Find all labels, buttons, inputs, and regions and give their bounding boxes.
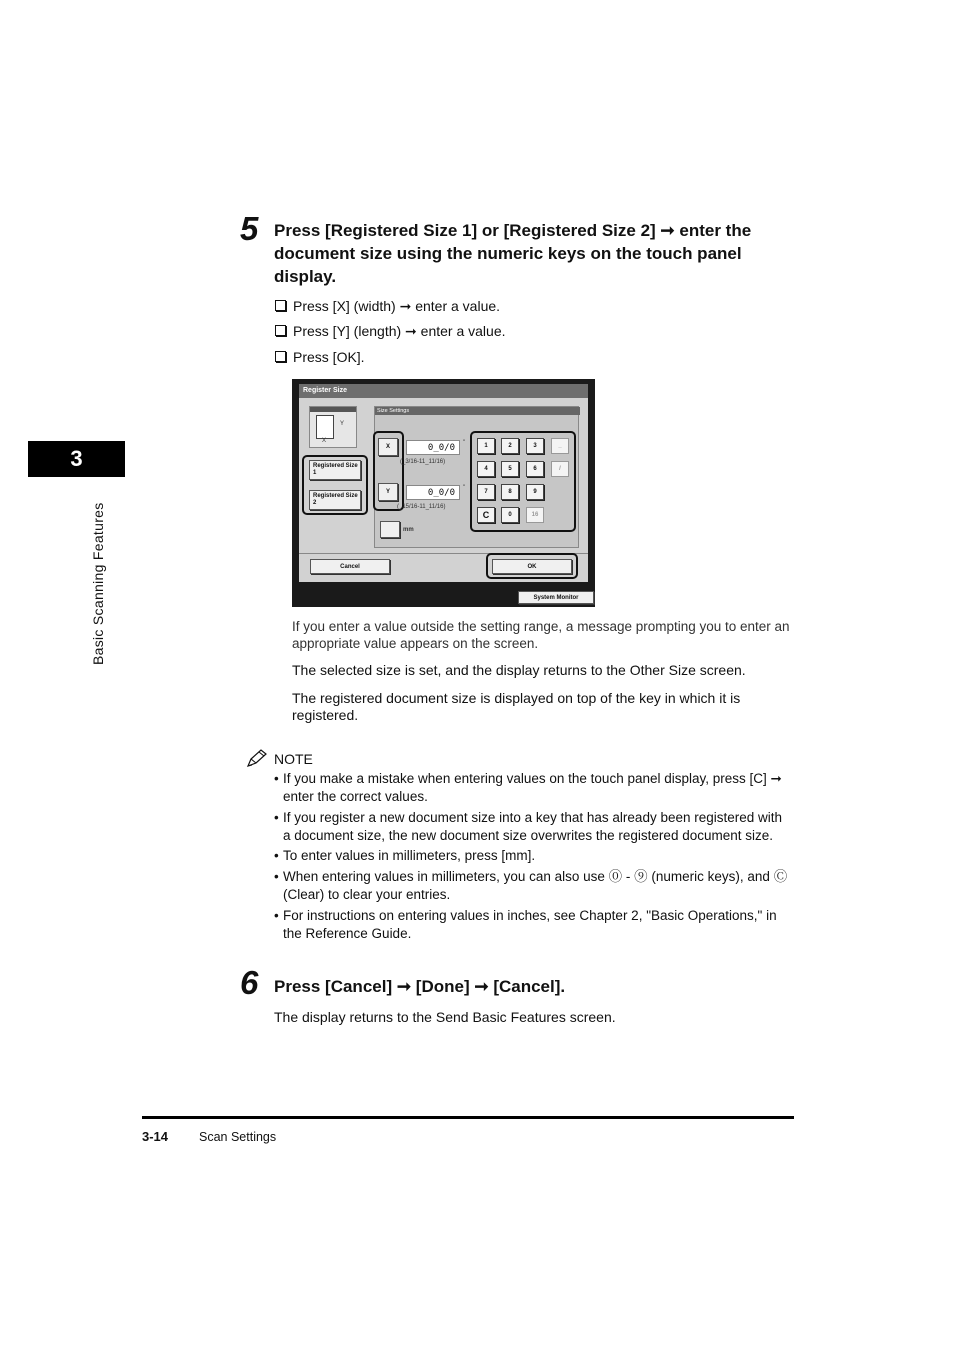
key-16[interactable]: 16 xyxy=(526,507,544,523)
key-0[interactable]: 0 xyxy=(501,507,519,523)
step-6-para: The display returns to the Send Basic Features screen. xyxy=(274,1009,616,1025)
screen-title: Register Size xyxy=(299,384,588,398)
key-1[interactable]: 1 xyxy=(477,438,495,454)
x-key[interactable]: X xyxy=(378,438,398,456)
key-7[interactable]: 7 xyxy=(477,484,495,500)
system-monitor-button[interactable]: System Monitor xyxy=(518,591,594,604)
mm-button[interactable] xyxy=(380,521,400,538)
step-5-para-1: If you enter a value outside the setting range, a message prompting you to enter an appropriate value appears on the screen. xyxy=(292,619,790,651)
cancel-button[interactable]: Cancel xyxy=(310,559,390,574)
size-preview: Y X xyxy=(309,406,357,448)
note-label: NOTE xyxy=(274,751,313,767)
note-bullet-4: • When entering values in millimeters, you can also use ⓪ - ⑨ (numeric keys), and Ⓒ (Clear) to clear your entries. xyxy=(274,869,788,902)
key-8[interactable]: 8 xyxy=(501,484,519,500)
key-6[interactable]: 6 xyxy=(526,461,544,477)
x-value-field[interactable]: 0_0/0 xyxy=(406,440,460,455)
y-value-field[interactable]: 0_0/0 xyxy=(406,485,460,500)
key-clear[interactable]: C xyxy=(477,507,495,523)
step-5-item-3: Press [OK]. xyxy=(275,348,365,366)
page-number: 3-14 xyxy=(142,1129,169,1144)
registered-size-2-button[interactable]: Registered Size 2 xyxy=(309,490,361,510)
footer-title: Scan Settings xyxy=(199,1130,277,1144)
step-6-number: 6 xyxy=(240,964,259,1001)
y-range-label: (_15/16-11_11/16) xyxy=(397,504,446,510)
step-5-number: 5 xyxy=(240,210,259,247)
key-slash[interactable]: / xyxy=(551,461,569,477)
size-settings-label: Size Settings xyxy=(375,407,580,415)
chapter-side-label: Basic Scanning Features xyxy=(90,502,106,665)
step-5-heading: Press [Registered Size 1] or [Registered Size 2] ➞ enter the document size using the numeric keys on the touch panel display. xyxy=(274,221,752,286)
note-bullet-3: • To enter values in millimeters, press [mm]. xyxy=(274,848,536,863)
key-9[interactable]: 9 xyxy=(526,484,544,500)
note-bullet-1: • If you make a mistake when entering values on the touch panel display, press [C] ➞ enter the correct values. xyxy=(274,771,782,804)
key-2[interactable]: 2 xyxy=(501,438,519,454)
step-6-heading: Press [Cancel] ➞ [Done] ➞ [Cancel]. xyxy=(274,977,566,996)
key-underscore[interactable]: _ xyxy=(551,438,569,454)
y-key[interactable]: Y xyxy=(378,483,398,501)
step-5-para-3: The registered document size is displayed on top of the key in which it is registered. xyxy=(292,690,741,723)
x-range-label: (_3/16-11_11/16) xyxy=(400,459,446,465)
key-3[interactable]: 3 xyxy=(526,438,544,454)
step-5-item-2: Press [Y] (length) ➞ enter a value. xyxy=(275,322,506,340)
step-5-para-2: The selected size is set, and the display returns to the Other Size screen. xyxy=(292,662,746,678)
step-5-item-1: Press [X] (width) ➞ enter a value. xyxy=(275,297,500,315)
footer-rule xyxy=(142,1116,794,1119)
key-4[interactable]: 4 xyxy=(477,461,495,477)
pencil-icon xyxy=(246,748,268,768)
ok-button[interactable]: OK xyxy=(492,559,572,574)
registered-size-1-button[interactable]: Registered Size 1 xyxy=(309,460,361,480)
note-bullet-2: • If you register a new document size into a key that has already been registered with a document size, the new document size overwrites the registered document size. xyxy=(274,810,783,843)
note-bullet-5: • For instructions on entering values in inches, see Chapter 2, "Basic Operations," in the Reference Guide. xyxy=(274,908,777,941)
chapter-tab: 3 xyxy=(28,441,125,477)
key-5[interactable]: 5 xyxy=(501,461,519,477)
register-size-screenshot: Register Size Y X Registered Size 1 Registered Size 2 Size Settings X Y 0_0/0 " (_3/16-11_11/16) 0_0/0 " (_15/16-11_11/16) mm 1 2 3 _ 4 5 6 / 7 8 9 C 0 16 Cancel OK System Monitor xyxy=(292,379,595,607)
